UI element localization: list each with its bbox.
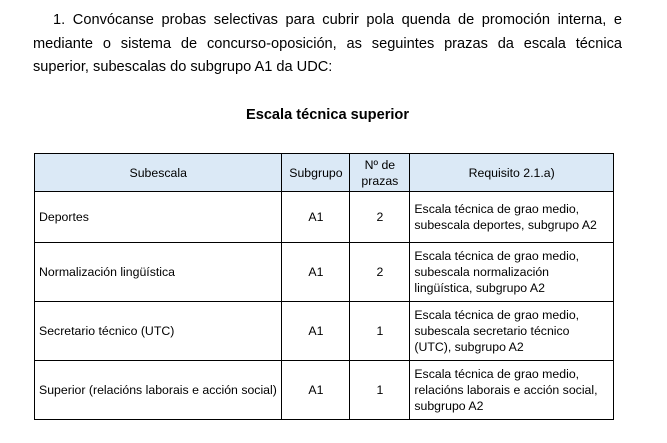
cell-prazas: 1 (350, 302, 410, 361)
section-title: Escala técnica superior (245, 107, 410, 123)
cell-prazas: 2 (350, 243, 410, 302)
intro-paragraph (33, 9, 622, 80)
cell-subescala: Superior (relacións laborais e acción social) (35, 361, 282, 420)
table-body (35, 192, 614, 420)
header-subescala: Subescala (35, 154, 282, 192)
header-n-prazas: Nº de prazas (350, 154, 410, 192)
cell-subescala: Normalización lingüística (35, 243, 282, 302)
cell-subgrupo: A1 (282, 361, 350, 420)
header-subgrupo: Subgrupo (282, 154, 350, 192)
cell-requisito: Escala técnica de grao medio, subescala secretario técnico (UTC), subgrupo A2 (410, 302, 614, 361)
cell-subescala: Deportes (35, 192, 282, 243)
table-row (35, 361, 614, 420)
cell-prazas: 1 (350, 361, 410, 420)
table-header (35, 154, 614, 192)
prazas-table (34, 153, 614, 420)
cell-requisito: Escala técnica de grao medio, subescala deportes, subgrupo A2 (410, 192, 614, 243)
cell-subgrupo: A1 (282, 243, 350, 302)
table-row (35, 192, 614, 243)
header-requisito: Requisito 2.1.a) (410, 154, 614, 192)
intro-text: 1. Convócanse probas selectivas para cubrir pola quenda de promoción interna, e mediante o sistema de concurso-oposición, as seguintes prazas da escala técnica superior, subescalas do subgrupo A1 da UDC: (33, 12, 622, 75)
cell-requisito: Escala técnica de grao medio, relacións laborais e acción social, subgrupo A2 (410, 361, 614, 420)
table-row (35, 302, 614, 361)
table-header-row (35, 154, 614, 192)
cell-subgrupo: A1 (282, 192, 350, 243)
cell-subescala: Secretario técnico (UTC) (35, 302, 282, 361)
cell-requisito: Escala técnica de grao medio, subescala normalización lingüística, subgrupo A2 (410, 243, 614, 302)
cell-subgrupo: A1 (282, 302, 350, 361)
cell-prazas: 2 (350, 192, 410, 243)
table-row (35, 243, 614, 302)
